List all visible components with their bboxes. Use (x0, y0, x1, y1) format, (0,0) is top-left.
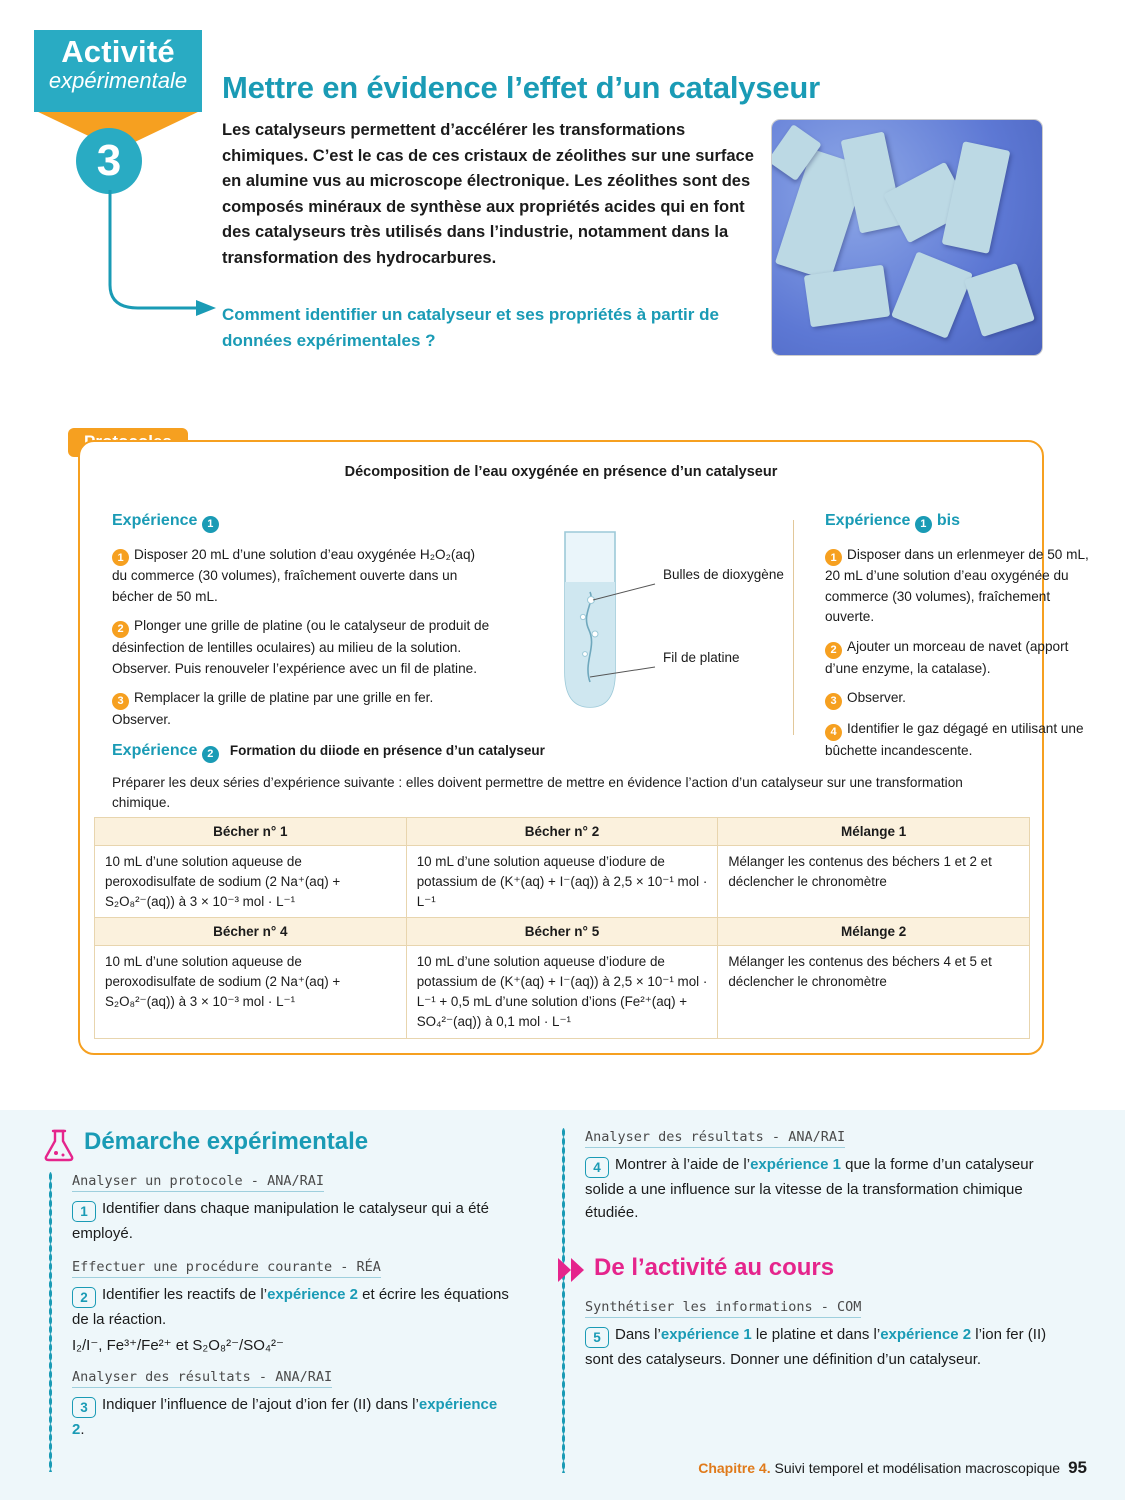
protocol-step: 3 Observer. (825, 688, 1100, 710)
experience-link[interactable]: expérience 1 (750, 1156, 841, 1173)
question-item: 1 Identifier dans chaque manipulation le catalyseur qui a été employé. (72, 1200, 489, 1242)
flask-icon (42, 1128, 76, 1162)
experience-2-badge: 2 (202, 746, 219, 763)
double-chevron-icon (556, 1255, 586, 1285)
step-number-icon: 4 (825, 724, 842, 741)
step-number-icon: 2 (112, 621, 129, 638)
experience-1bis-badge: 1 (915, 516, 932, 533)
guiding-question: Comment identifier un catalyseur et ses propriétés à partir de données expérimentales ? (222, 305, 719, 350)
section-title-cours: De l’activité au cours (594, 1254, 835, 1281)
protocol-step: 1 Disposer 20 mL d’une solution d’eau oxygénée H₂O₂(aq) du commerce (30 volumes), fraîchement ouverte dans un bécher de 50 mL. (112, 546, 476, 604)
section-title-demarche: Démarche expérimentale (84, 1128, 369, 1155)
protocol-step: 2 Plonger une grille de platine (ou le catalyseur de produit de désinfection de lentilles oculaires) au milieu de la solution. Observer. Puis renouveler l’expérience avec un fil de platine. (112, 618, 490, 676)
question-number: 2 (72, 1287, 96, 1308)
question-formula: I₂/I⁻, Fe³⁺/Fe²⁺ et S₂O₈²⁻/SO₄²⁻ (72, 1337, 284, 1354)
experience-2-heading: Expérience 2 Formation du diiode en présence d’un catalyseur (112, 742, 1012, 763)
activity-number: 3 (76, 128, 142, 194)
table-cell: 10 mL d’une solution aqueuse d’iodure de potassium de (K⁺(aq) + I⁻(aq)) à 2,5 × 10⁻¹ mol · L⁻¹ + 0,5 mL d’une solution d’ions (Fe²⁺(aq) + SO₄²⁻(aq)) à 0,1 mol · L⁻¹ (406, 946, 718, 1039)
dotted-rule (49, 1172, 52, 1472)
question-item: 2 Identifier les reactifs de l’expérience 2 et écrire les équations de la réaction. (72, 1286, 509, 1328)
table-header-row (95, 818, 1030, 846)
question-number: 5 (585, 1327, 609, 1348)
experience-2-table-2 (94, 917, 1030, 1039)
question-number: 3 (72, 1397, 96, 1418)
table-cell: 10 mL d’une solution aqueuse de peroxodisulfate de sodium (2 Na⁺(aq) + S₂O₈²⁻(aq)) à 3 × 10⁻³ mol · L⁻¹ (95, 846, 407, 919)
chapter-label: Chapitre 4. (698, 1460, 771, 1476)
protocol-step: 2 Ajouter un morceau de navet (apport d’une enzyme, la catalase). (825, 638, 1069, 676)
column-header: Bécher n° 1 (95, 818, 407, 846)
step-number-icon: 1 (112, 549, 129, 566)
experience-2-intro: Préparer les deux séries d’expérience suivante : elles doivent permettre de mettre en évidence l’action d’un catalyseur sur une transformation chimique. (112, 774, 963, 810)
column-header: Bécher n° 4 (95, 918, 407, 946)
competency-label: Effectuer une procédure courante - RÉA (72, 1259, 381, 1278)
protocol-step: 4 Identifier le gaz dégagé en utilisant une bûchette incandescente. (825, 720, 1084, 758)
question-number: 4 (585, 1157, 609, 1178)
badge-line-2: expérimentale (48, 68, 188, 93)
experience-1-heading: Expérience 1 (112, 512, 492, 533)
experience-1bis-heading: Expérience 1 bis (825, 512, 1100, 533)
competency-label: Analyser des résultats - ANA/RAI (72, 1369, 332, 1388)
activity-questions-panel (0, 1110, 1125, 1500)
question-item: 3 Indiquer l’influence de l’ajout d’ion fer (II) dans l’expérience 2. (72, 1396, 498, 1438)
competency-label: Synthétiser les informations - COM (585, 1299, 861, 1318)
experience-link[interactable]: expérience 2 (72, 1396, 498, 1438)
experience-2-table-1 (94, 817, 1030, 919)
intro-paragraph: Les catalyseurs permettent d’accélérer les transformations chimiques. C’est le cas de ces cristaux de zéolithes sur une surface en alumine vus au microscope électronique. Les zéolithes sont des composés minéraux de synthèse aux propriétés acides qui en font des catalyseurs très utilisés dans l’industrie, notamment dans la transformation des hydrocarbures. (222, 121, 754, 267)
protocol-step: 1 Disposer dans un erlenmeyer de 50 mL, 20 mL d’une solution d’eau oxygénée du commerce (30 volumes), fraîchement ouverte. (825, 546, 1089, 625)
competency-label: Analyser un protocole - ANA/RAI (72, 1173, 324, 1192)
protocols-divider (793, 520, 794, 735)
step-number-icon: 3 (825, 693, 842, 710)
test-tube-diagram (535, 522, 785, 737)
protocols-subtitle: Décomposition de l’eau oxygénée en présence d’un catalyseur (344, 464, 778, 480)
table-cell: Mélanger les contenus des béchers 1 et 2 et déclencher le chronomètre (718, 846, 1030, 919)
page-number: 95 (1068, 1458, 1087, 1477)
table-cell: Mélanger les contenus des béchers 4 et 5 et déclencher le chronomètre (718, 946, 1030, 1039)
column-header: Bécher n° 2 (406, 818, 718, 846)
step-number-icon: 1 (825, 549, 842, 566)
label-bubbles: Bulles de dioxygène (663, 567, 784, 582)
competency-label: Analyser des résultats - ANA/RAI (585, 1129, 845, 1148)
page-title: Mettre en évidence l’effet d’un catalyseur (222, 70, 821, 105)
column-header: Mélange 2 (718, 918, 1030, 946)
experience-1-badge: 1 (202, 516, 219, 533)
page-footer (698, 1458, 1087, 1478)
table-row (95, 846, 1030, 919)
question-item: 4 Montrer à l’aide de l’expérience 1 que la forme d’un catalyseur solide a une influence sur la vitesse de la transformation chimique étudiée. (585, 1156, 1034, 1221)
column-header: Bécher n° 5 (406, 918, 718, 946)
table-row (95, 946, 1030, 1039)
question-item: 5 Dans l’expérience 1 le platine et dans l’expérience 2 l’ion fer (II) sont des catalyseurs. Donner une définition d’un catalyseur. (585, 1326, 1047, 1368)
protocols-box (78, 440, 1089, 1055)
step-number-icon: 2 (825, 642, 842, 659)
dotted-rule (562, 1128, 565, 1473)
badge-line-1: Activité (61, 34, 175, 69)
chapter-title: Suivi temporel et modélisation macroscopique (770, 1460, 1061, 1476)
label-wire: Fil de platine (663, 650, 740, 665)
activity-badge (34, 30, 202, 112)
table-header-row (95, 918, 1030, 946)
table-cell: 10 mL d’une solution aqueuse d’iodure de potassium de (K⁺(aq) + I⁻(aq)) à 2,5 × 10⁻¹ mol · L⁻¹ (406, 846, 718, 919)
step-number-icon: 3 (112, 693, 129, 710)
curved-arrow-icon (100, 190, 220, 325)
zeolite-photo (772, 120, 1042, 355)
experience-link[interactable]: expérience 2 (267, 1286, 358, 1303)
question-number: 1 (72, 1201, 96, 1222)
experience-link[interactable]: expérience 1 (660, 1326, 752, 1343)
column-header: Mélange 1 (718, 818, 1030, 846)
protocol-step: 3 Remplacer la grille de platine par une grille en fer. Observer. (112, 690, 434, 727)
table-cell: 10 mL d’une solution aqueuse de peroxodisulfate de sodium (2 Na⁺(aq) + S₂O₈²⁻(aq)) à 3 × 10⁻³ mol · L⁻¹ (95, 946, 407, 1039)
experience-link[interactable]: expérience 2 (880, 1326, 972, 1343)
